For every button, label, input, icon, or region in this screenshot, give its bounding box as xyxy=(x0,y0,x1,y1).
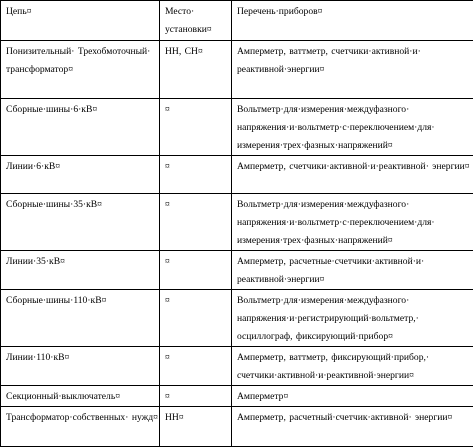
cell-circuit: Сборные·шины·110·кВ¤ xyxy=(1,290,160,347)
table-row xyxy=(1,41,473,99)
cell-location: НН¤ xyxy=(160,407,232,447)
table-row xyxy=(1,407,473,447)
header-devices: Перечень·приборов¤ xyxy=(232,1,473,41)
table-row xyxy=(1,99,473,156)
cell-devices: Амперметр, счетчики·активной·и·реактивной· энергии¤ xyxy=(232,156,473,194)
cell-location: НН, СН¤ xyxy=(160,41,232,99)
cell-location: ¤ xyxy=(160,194,232,251)
cell-location: ¤ xyxy=(160,251,232,290)
cell-location: ¤ xyxy=(160,386,232,407)
table-row xyxy=(1,156,473,194)
cell-circuit: Сборные·шины·35·кВ¤ xyxy=(1,194,160,251)
cell-location: ¤ xyxy=(160,99,232,156)
table-row xyxy=(1,251,473,290)
cell-location: ¤ xyxy=(160,290,232,347)
cell-circuit: Линии·35·кВ¤ xyxy=(1,251,160,290)
header-circuit: Цепь¤ xyxy=(1,1,160,41)
table-header-row xyxy=(1,1,473,41)
cell-devices: Амперметр, ваттметр, счетчики·активной·и· реактивной·энергии¤ xyxy=(232,41,473,99)
cell-circuit: Сборные·шины·6·кВ¤ xyxy=(1,99,160,156)
cell-devices: Вольтметр·для·измерения·междуфазного· напряжения·и·вольтметр·с·переключением·для· измерения·трех·фазных·напряжений¤ xyxy=(232,194,473,251)
table-row xyxy=(1,194,473,251)
header-location: Место· установки¤ xyxy=(160,1,232,41)
cell-devices: Вольтметр·для·измерения·междуфазного· напряжения·и·регистрирующий·вольтметр,· осциллограф, фиксирующий·прибор¤ xyxy=(232,290,473,347)
cell-location: ¤ xyxy=(160,156,232,194)
cell-circuit: Линии·110·кВ¤ xyxy=(1,347,160,386)
cell-devices: Вольтметр·для·измерения·междуфазного· напряжения·и·вольтметр·с·переключением·для· измерения·трех·фазных·напряжений¤ xyxy=(232,99,473,156)
cell-devices: Амперметр, ваттметр, фиксирующий·прибор,· счетчики·активной·и·реактивной·энергии¤ xyxy=(232,347,473,386)
cell-circuit: Линии·6·кВ¤ xyxy=(1,156,160,194)
table-row xyxy=(1,290,473,347)
cell-location: ¤ xyxy=(160,347,232,386)
table-row xyxy=(1,347,473,386)
cell-devices: Амперметр, расчетный·счетчик·активной· энергии¤ xyxy=(232,407,473,447)
cell-circuit: Секционный·выключатель¤ xyxy=(1,386,160,407)
cell-devices: Амперметр¤ xyxy=(232,386,473,407)
cell-circuit: Понизительный· Трехобмоточный· трансформатор¤ xyxy=(1,41,160,99)
cell-devices: Амперметр, расчетные·счетчики·активной·и· реактивной·энергии¤ xyxy=(232,251,473,290)
table-row xyxy=(1,386,473,407)
cell-circuit: Трансформатор·собственных· нужд¤ xyxy=(1,407,160,447)
